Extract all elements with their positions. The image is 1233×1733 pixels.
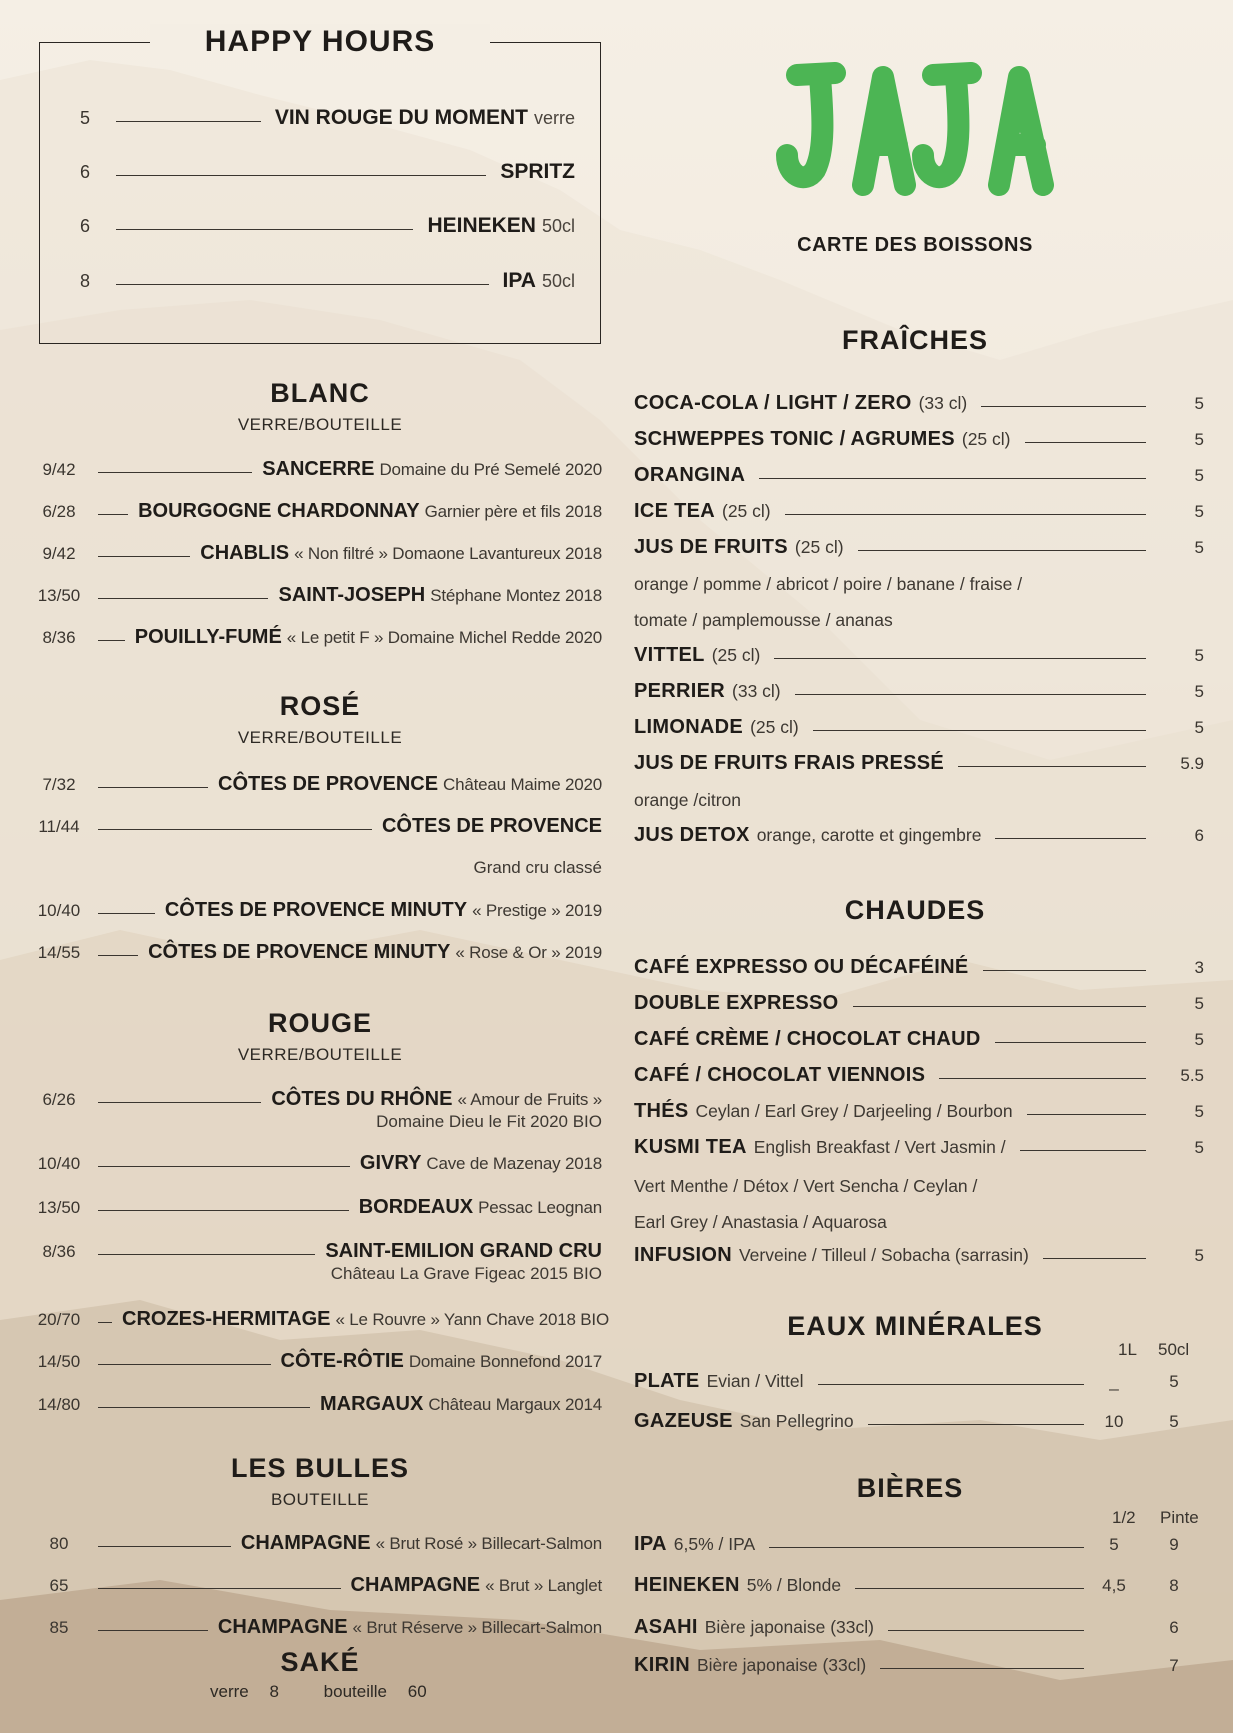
leader-line (853, 1006, 1146, 1007)
item-name: VIN ROUGE DU MOMENT (274, 106, 528, 129)
menu-subtitle: CARTE DES BOISSONS (797, 234, 1033, 256)
drink-name: CAFÉ EXPRESSO OU DÉCAFÉINÉ (634, 956, 969, 978)
wine-price: 6/28 (42, 502, 76, 521)
item-price: 5 (79, 108, 90, 128)
sake-title: SAKÉ (280, 1647, 360, 1677)
drink-description: (25 cl) (722, 501, 771, 521)
wine-price: 20/70 (37, 1310, 81, 1329)
bieres-item (634, 1616, 1204, 1644)
eaux-item (634, 1410, 1204, 1438)
happy-hour-item (70, 160, 575, 190)
wine-price: 14/55 (37, 943, 81, 962)
drink-name: GAZEUSE (634, 1410, 733, 1432)
wine-name: CÔTES DE PROVENCE MINUTY (164, 899, 468, 921)
drink-name: ASAHI (634, 1616, 698, 1638)
wine-description: Pessac Leognan (478, 1198, 602, 1217)
leader-line (98, 1322, 112, 1323)
wine-price: 13/50 (37, 1198, 81, 1217)
wine-description: « Amour de Fruits » (457, 1090, 602, 1109)
drink-name: CAFÉ / CHOCOLAT VIENNOIS (634, 1064, 926, 1086)
leader-line (98, 829, 372, 830)
leader-line (98, 1364, 271, 1365)
blanc-wine-item (28, 542, 602, 570)
rose-wine-item (28, 815, 602, 877)
wine-name: POUILLY-FUMÉ (134, 626, 282, 648)
wine-name: CHABLIS (200, 542, 290, 564)
rouge-wine-item (28, 1308, 609, 1336)
price-col-2: 5 (1169, 1412, 1179, 1431)
chaudes-drink-item (634, 1064, 1204, 1092)
drink-name: IPA (634, 1533, 667, 1555)
wine-price: 10/40 (37, 901, 81, 920)
leader-line (939, 1078, 1146, 1079)
blanc-title: BLANC (270, 378, 370, 408)
wine-name: CÔTE-RÔTIE (280, 1350, 404, 1372)
leader-line (98, 787, 208, 788)
rose-subtitle: VERRE/BOUTEILLE (237, 728, 403, 747)
leader-line (1027, 1114, 1146, 1115)
leader-line (116, 229, 413, 230)
leader-line (813, 730, 1146, 731)
drink-name: HEINEKEN (634, 1574, 740, 1596)
fraiches-drink-item (634, 680, 1204, 708)
drink-description: San Pellegrino (739, 1411, 854, 1431)
drink-description: Bière japonaise (33cl) (704, 1617, 874, 1637)
leader-line (98, 1630, 208, 1631)
wine-description: « Brut Rosé » Billecart-Salmon (375, 1534, 602, 1553)
leader-line (868, 1424, 1084, 1425)
rouge-title: ROUGE (267, 1008, 372, 1038)
leader-line (98, 598, 268, 599)
leader-line (98, 514, 128, 515)
bieres-col-half: 1/2 (1112, 1508, 1136, 1527)
rouge-wine-item (28, 1088, 602, 1131)
price-col-1: 10 (1104, 1412, 1124, 1431)
wine-name: CHAMPAGNE (350, 1574, 481, 1596)
drink-price: 5 (1194, 394, 1204, 413)
bulles-title: LES BULLES (230, 1453, 409, 1483)
wine-price: 6/26 (42, 1090, 76, 1109)
leader-line (880, 1668, 1084, 1669)
leader-line (855, 1588, 1084, 1589)
leader-line (98, 472, 252, 473)
wine-description: Stéphane Montez 2018 (430, 586, 602, 605)
drink-description: (25 cl) (750, 717, 799, 737)
leader-line (995, 838, 1146, 839)
wine-description: Domaine Bonnefond 2017 (408, 1352, 602, 1371)
leader-line (1043, 1258, 1146, 1259)
wine-name: BOURGOGNE CHARDONNAY (138, 500, 420, 522)
leader-line (98, 913, 155, 914)
drink-description: 5% / Blonde (746, 1575, 842, 1595)
rose-wine-item (28, 773, 602, 801)
wine-price: 14/80 (37, 1395, 81, 1414)
chaudes-drink-item (634, 992, 1204, 1020)
wine-price: 8/36 (42, 628, 76, 647)
drink-name: DOUBLE EXPRESSO (634, 992, 839, 1014)
leader-line (98, 556, 190, 557)
item-name: IPA (502, 269, 536, 292)
wine-price: 11/44 (38, 817, 80, 836)
wine-name: BORDEAUX (358, 1196, 474, 1218)
drink-name: THÉS (634, 1100, 689, 1122)
sake-glass-price: 8 (269, 1682, 279, 1701)
drink-name: JUS DE FRUITS FRAIS PRESSÉ (634, 752, 945, 774)
item-price: 6 (79, 216, 90, 236)
bieres-item (634, 1654, 1204, 1682)
wine-name: GIVRY (359, 1152, 422, 1174)
wine-price: 7/32 (42, 775, 76, 794)
leader-line (981, 406, 1146, 407)
rose-wine-item (28, 941, 602, 969)
chaudes-title: CHAUDES (844, 895, 986, 925)
fruit-list-line-2: tomate / pamplemousse / ananas (634, 610, 893, 630)
wine-description: « Non filtré » Domaone Lavantureux 2018 (294, 544, 602, 563)
wine-description: Château Margaux 2014 (428, 1395, 602, 1414)
price-col-2: 9 (1169, 1535, 1179, 1554)
sake-bottle-price: 60 (407, 1682, 427, 1701)
leader-line (98, 1407, 310, 1408)
blanc-wine-item (28, 626, 602, 654)
wine-name: SAINT-EMILION GRAND CRU (325, 1240, 602, 1262)
wine-description-line-2: Domaine Dieu le Fit 2020 BIO (376, 1112, 602, 1131)
wine-price: 85 (49, 1618, 69, 1637)
fresh-juice-list: orange /citron (634, 790, 742, 810)
drink-price: 5 (1194, 502, 1204, 521)
wine-price: 65 (49, 1576, 69, 1595)
drink-description: (25 cl) (794, 537, 844, 557)
drink-description: Bière japonaise (33cl) (696, 1655, 867, 1675)
bulles-wine-item (28, 1574, 602, 1602)
price-col-1: _ (1109, 1372, 1119, 1391)
wine-name: CROZES-HERMITAGE (122, 1308, 331, 1330)
leader-line (769, 1547, 1084, 1548)
leader-line (858, 550, 1146, 551)
wine-name: CÔTES DE PROVENCE (381, 815, 602, 837)
wine-price: 9/42 (42, 460, 76, 479)
drink-description: (25 cl) (961, 429, 1011, 449)
drink-description: 6,5% / IPA (673, 1534, 756, 1554)
drink-description: orange, carotte et gingembre (756, 825, 982, 845)
wine-price: 13/50 (37, 586, 81, 605)
drink-name: PERRIER (634, 680, 726, 702)
leader-line (995, 1042, 1146, 1043)
leader-line (98, 1166, 350, 1167)
chaudes-drink-item (634, 1100, 1204, 1128)
wine-name: CHAMPAGNE (240, 1532, 371, 1554)
drink-price: 5 (1194, 466, 1204, 485)
price-col-2: 7 (1169, 1656, 1179, 1675)
wine-price: 9/42 (42, 544, 76, 563)
happy-hours-title: HAPPY HOURS (150, 24, 490, 60)
rouge-wine-item (28, 1152, 602, 1180)
eaux-item (634, 1370, 1204, 1398)
wine-description-line-2: Château La Grave Figeac 2015 BIO (330, 1264, 602, 1283)
sake-bottle-label: bouteille (323, 1682, 387, 1701)
drink-name: PLATE (634, 1370, 700, 1392)
drink-price: 5 (1194, 430, 1204, 449)
leader-line (1020, 1150, 1146, 1151)
leader-line (116, 175, 486, 176)
rose-wine-item (28, 899, 602, 927)
price-col-2: 6 (1169, 1618, 1179, 1637)
wine-description: Garnier père et fils 2018 (424, 502, 602, 521)
drink-name: COCA-COLA / LIGHT / ZERO (634, 392, 912, 414)
item-note: verre (533, 108, 575, 128)
bieres-item (634, 1574, 1204, 1602)
drink-price: 5 (1194, 1138, 1204, 1157)
rose-title: ROSÉ (279, 691, 361, 721)
fraiches-drink-item (634, 536, 1204, 564)
wine-name: CÔTES DE PROVENCE (218, 773, 439, 795)
leader-line (774, 658, 1146, 659)
drink-name: CAFÉ CRÈME / CHOCOLAT CHAUD (634, 1028, 981, 1050)
drink-price: 5 (1194, 538, 1204, 557)
chaudes-drink-item (634, 1244, 1204, 1272)
happy-hour-item (70, 106, 575, 136)
fraiches-drink-item (634, 464, 1204, 492)
item-note: 50cl (541, 216, 575, 236)
drink-price: 5 (1194, 1246, 1204, 1265)
price-col-1: 4,5 (1102, 1576, 1126, 1595)
leader-line (98, 1210, 349, 1211)
wine-description: « Le Rouvre » Yann Chave 2018 BIO (335, 1310, 609, 1329)
leader-line (116, 121, 261, 122)
rouge-wine-item (28, 1350, 602, 1378)
leader-line (98, 640, 125, 641)
drink-name: SCHWEPPES TONIC / AGRUMES (634, 428, 955, 450)
drink-price: 5 (1194, 646, 1204, 665)
leader-line (818, 1384, 1084, 1385)
leader-line (1025, 442, 1147, 443)
sake-prices (210, 1682, 443, 1702)
fraiches-title: FRAÎCHES (841, 325, 988, 355)
blanc-subtitle: VERRE/BOUTEILLE (237, 415, 403, 434)
wine-description: Cave de Mazenay 2018 (426, 1154, 602, 1173)
rouge-subtitle: VERRE/BOUTEILLE (237, 1045, 403, 1064)
happy-hour-item (70, 214, 575, 244)
drink-description: (25 cl) (711, 645, 761, 665)
price-col-1: 5 (1109, 1535, 1119, 1554)
wine-name: MARGAUX (319, 1393, 424, 1415)
drink-name: ORANGINA (634, 464, 746, 486)
kusmi-line-3: Earl Grey / Anastasia / Aquarosa (634, 1212, 887, 1232)
bieres-col-pinte: Pinte (1160, 1508, 1199, 1527)
leader-line (958, 766, 1146, 767)
fraiches-drink-item (634, 752, 1204, 780)
wine-description: « Brut Réserve » Billecart-Salmon (352, 1618, 602, 1637)
drink-price: 5 (1194, 682, 1204, 701)
wine-price: 80 (49, 1534, 69, 1553)
wine-description: Château Maime 2020 (443, 775, 602, 794)
price-col-2: 8 (1169, 1576, 1179, 1595)
rouge-wine-item (28, 1393, 602, 1421)
leader-line (795, 694, 1146, 695)
bieres-item (634, 1533, 1204, 1561)
item-price: 6 (79, 162, 90, 182)
item-name: HEINEKEN (427, 214, 536, 237)
fraiches-drink-item (634, 824, 1204, 852)
wine-name: SANCERRE (262, 458, 375, 480)
leader-line (98, 1254, 315, 1255)
eaux-col-1l: 1L (1118, 1340, 1137, 1359)
leader-line (98, 1588, 341, 1589)
rouge-wine-item (28, 1196, 602, 1224)
leader-line (888, 1630, 1084, 1631)
drink-description: (33 cl) (918, 393, 968, 413)
wine-description: Domaine du Pré Semelé 2020 (379, 460, 602, 479)
eaux-col-50cl: 50cl (1158, 1340, 1190, 1359)
drink-name: LIMONADE (634, 716, 744, 738)
drink-description: Ceylan / Earl Grey / Darjeeling / Bourbon (695, 1101, 1013, 1121)
wine-name: CHAMPAGNE (217, 1616, 348, 1638)
bulles-wine-item (28, 1616, 602, 1644)
wine-name: CÔTES DE PROVENCE MINUTY (148, 941, 451, 963)
wine-price: 14/50 (37, 1352, 81, 1371)
drink-name: ICE TEA (634, 500, 715, 522)
fruit-list-line-1: orange / pomme / abricot / poire / banane / fraise / (634, 574, 1023, 594)
drink-price: 5 (1194, 994, 1204, 1013)
jaja-logo (775, 45, 1075, 205)
blanc-wine-item (28, 458, 602, 486)
chaudes-drink-item (634, 1136, 1204, 1164)
drink-name: INFUSION (634, 1244, 732, 1266)
blanc-wine-item (28, 500, 602, 528)
leader-line (759, 478, 1146, 479)
wine-price: 8/36 (42, 1242, 76, 1261)
leader-line (785, 514, 1146, 515)
leader-line (98, 955, 138, 956)
wine-description-line-2: Grand cru classé (473, 858, 602, 877)
leader-line (983, 970, 1146, 971)
drink-price: 3 (1194, 958, 1204, 977)
drink-description: (33 cl) (732, 681, 781, 701)
item-price: 8 (79, 271, 90, 291)
bulles-subtitle: BOUTEILLE (270, 1490, 370, 1509)
price-col-2: 5 (1169, 1372, 1179, 1391)
leader-line (116, 284, 489, 285)
drink-name: JUS DE FRUITS (634, 536, 788, 558)
drink-name: VITTEL (634, 644, 705, 666)
blanc-wine-item (28, 584, 602, 612)
drink-description: English Breakfast / Vert Jasmin / (753, 1137, 1006, 1157)
chaudes-drink-item (634, 1028, 1204, 1056)
eaux-title: EAUX MINÉRALES (787, 1311, 1043, 1341)
wine-description: « Rose & Or » 2019 (455, 943, 602, 962)
item-name: SPRITZ (500, 160, 575, 183)
sake-glass-label: verre (210, 1682, 249, 1701)
drink-description: Evian / Vittel (706, 1371, 804, 1391)
fraiches-drink-item (634, 392, 1204, 420)
wine-description: « Brut » Langlet (485, 1576, 602, 1595)
drink-name: JUS DETOX (634, 824, 750, 846)
drink-price: 5.9 (1180, 754, 1204, 773)
kusmi-line-2: Vert Menthe / Détox / Vert Sencha / Ceylan / (634, 1176, 978, 1196)
drink-price: 5 (1194, 1102, 1204, 1121)
wine-description: « Prestige » 2019 (472, 901, 602, 920)
wine-name: CÔTES DU RHÔNE (271, 1088, 453, 1110)
drink-price: 6 (1194, 826, 1204, 845)
fraiches-drink-item (634, 428, 1204, 456)
leader-line (98, 1102, 261, 1103)
drink-price: 5.5 (1180, 1066, 1204, 1085)
fraiches-drink-item (634, 644, 1204, 672)
drink-name: KIRIN (634, 1654, 690, 1676)
wine-price: 10/40 (37, 1154, 81, 1173)
leader-line (98, 1546, 231, 1547)
fraiches-drink-item (634, 716, 1204, 744)
wine-name: SAINT-JOSEPH (278, 584, 426, 606)
fraiches-drink-item (634, 500, 1204, 528)
chaudes-drink-item (634, 956, 1204, 984)
item-note: 50cl (541, 271, 575, 291)
drink-price: 5 (1194, 718, 1204, 737)
rouge-wine-item (28, 1240, 602, 1283)
bulles-wine-item (28, 1532, 602, 1560)
drink-name: KUSMI TEA (634, 1136, 747, 1158)
drink-description: Verveine / Tilleul / Sobacha (sarrasin) (738, 1245, 1029, 1265)
wine-description: « Le petit F » Domaine Michel Redde 2020 (286, 628, 602, 647)
drink-price: 5 (1194, 1030, 1204, 1049)
happy-hour-item (70, 269, 575, 299)
bieres-title: BIÈRES (856, 1473, 964, 1503)
